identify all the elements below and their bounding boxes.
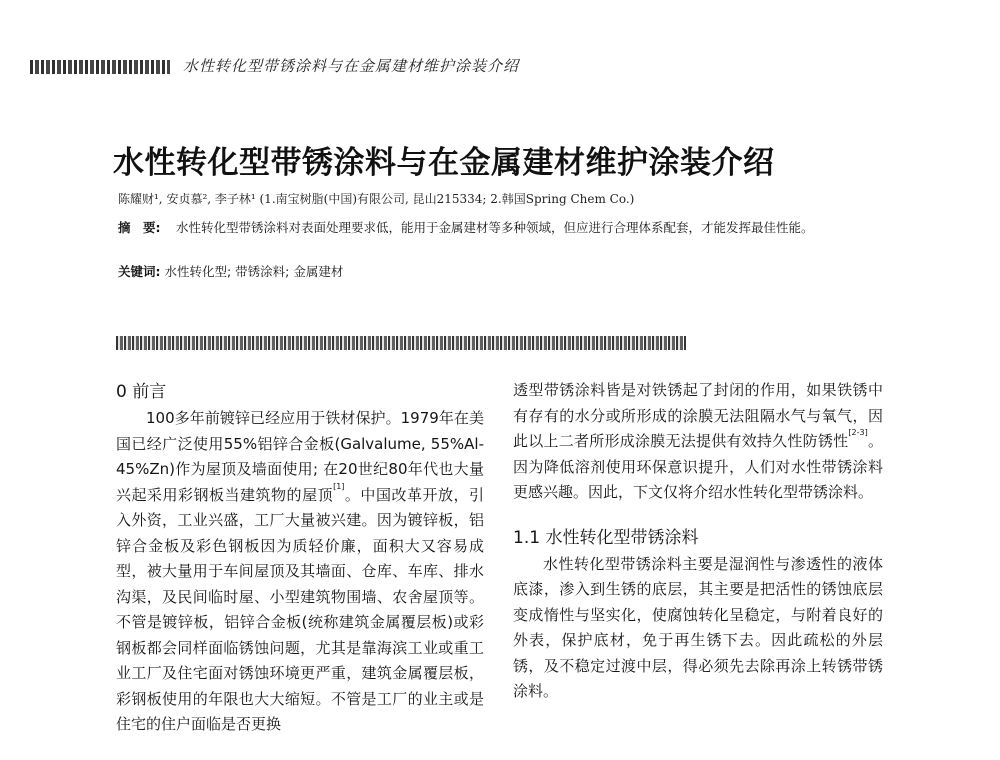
- continued-text: 透型带锈涂料皆是对铁锈起了封闭的作用，如果铁锈中有存有的水分或所形成的涂膜无法阻隔水气与氧气，因此以上二者所形成涂膜无法提供有效持久性防锈性: [513, 381, 883, 450]
- abstract-text: 水性转化型带锈涂料对表面处理要求低，能用于金属建材等多种领域，但应进行合理体系配套，才能发挥最佳性能。: [176, 220, 814, 235]
- left-column: [116, 378, 484, 738]
- journal-logo-scan: [30, 60, 170, 74]
- right-column: [513, 378, 883, 705]
- section-heading-1-1: 1.1 水性转化型带锈涂料: [513, 527, 699, 548]
- keywords-text: 水性转化型; 带锈涂料; 金属建材: [164, 264, 344, 279]
- keywords-label: 关键词:: [118, 264, 161, 279]
- article-title: 水性转化型带锈涂料与在金属建材维护涂装介绍: [113, 145, 775, 181]
- intro-paragraph: [116, 406, 484, 738]
- authors-line: 陈耀财¹, 安贞慕², 李子林¹ (1.南宝树脂(中国)有限公司, 昆山215334; 2.韩国Spring Chem Co.): [118, 192, 635, 206]
- keywords: [118, 262, 343, 280]
- abstract-label: 摘 要:: [118, 220, 161, 235]
- continued-paragraph: [513, 378, 883, 506]
- reference-marker: [1]: [333, 481, 345, 491]
- section-heading-intro: 0 前言: [116, 382, 167, 402]
- running-header-title: 水性转化型带锈涂料与在金属建材维护涂装介绍: [183, 57, 520, 75]
- reference-marker: [2-3]: [848, 428, 868, 437]
- intro-text: 100多年前镀锌已经应用于铁材保护。1979年在美国已经广泛使用55%铝锌合金板(Galvalume, 55%Al-45%Zn)作为屋顶及墙面使用; 在20世纪80年代也大量兴起采用彩钢板当建筑物的屋顶: [116, 409, 484, 504]
- scan-noise-band: [116, 336, 686, 350]
- section-1-1-paragraph: 水性转化型带锈涂料主要是湿润性与渗透性的液体底漆，渗入到生锈的底层，其主要是把活性的锈蚀底层变成惰性与坚实化，使腐蚀转化呈稳定，与附着良好的外表，保护底材，免于再生锈下去。因此疏松的外层锈，及不稳定过渡中层，得必须先去除再涂上转锈带锈涂料。: [513, 554, 883, 700]
- intro-text-tail: 。中国改革开放，引入外资，工业兴盛，工厂大量被兴建。因为镀锌板，铝锌合金板及彩色钢板因为质轻价廉，面积大又容易成型，被大量用于车间屋顶及其墙面、仓库、车库、排水沟渠，及民间临时屋、小型建筑物围墙、农舍屋顶等。不管是镀锌板，铝锌合金板(统称建筑金属覆层板)或彩钢板都会同样面临锈蚀问题，尤其是靠海滨工业或重工业工厂及住宅面对锈蚀环境更严重，建筑金属覆层板，彩钢板使用的年限也大大缩短。不管是工厂的业主或是住宅的住户面临是否更换: [116, 485, 484, 733]
- continued-text-tail: 。因为降低溶剂使用环保意识提升，人们对水性带锈涂料更感兴趣。因此，下文仅将介绍水性转化型带锈涂料。: [513, 432, 883, 501]
